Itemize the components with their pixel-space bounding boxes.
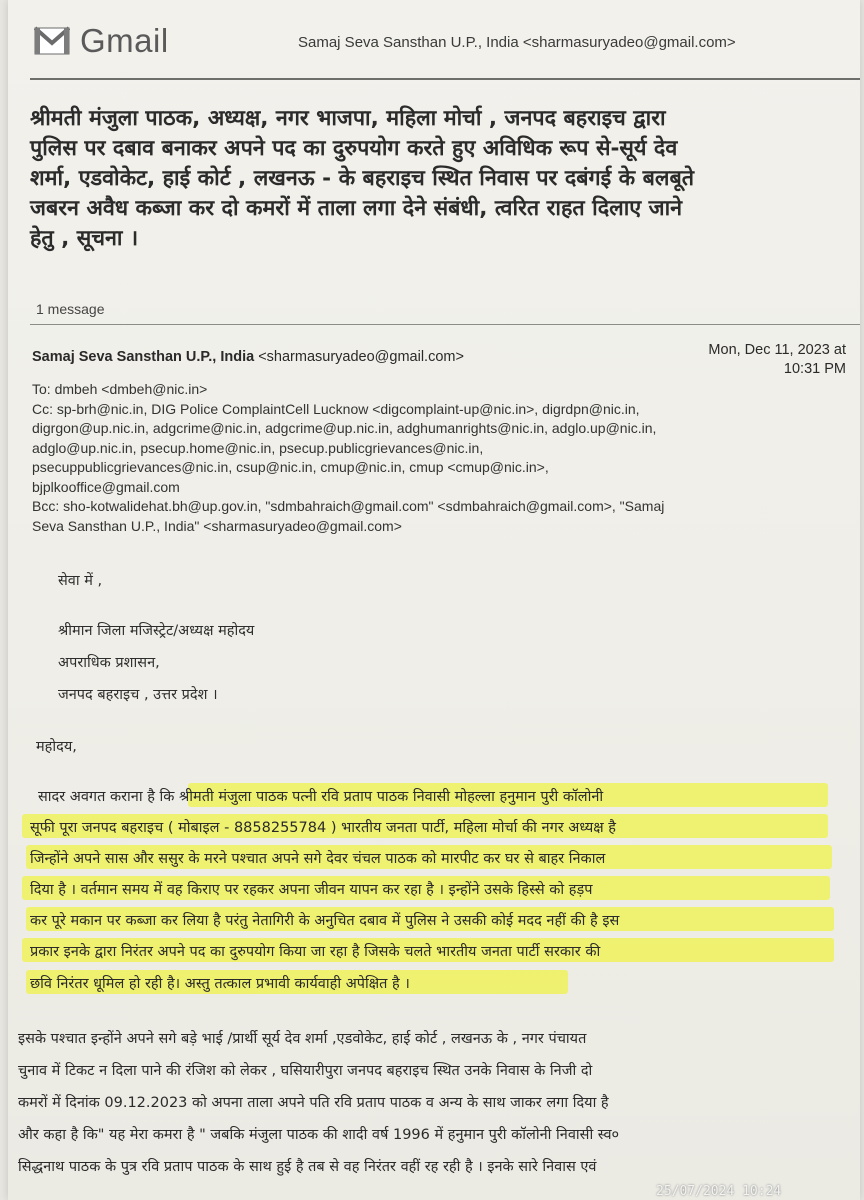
address-line: श्रीमान जिला मजिस्ट्रेट/अध्यक्ष महोदय (58, 623, 255, 639)
paragraph1-line: कर पूरे मकान पर कब्जा कर लिया है परंतु नेतागिरी के अनुचित दबाव में पुलिस ने उसकी कोई मदद नहीं की है इस (30, 913, 620, 929)
subject-divider (30, 324, 860, 325)
paragraph1-line: सादर अवगत कराना है कि श्रीमती मंजुला पाठक पत्नी रवि प्रताप पाठक निवासी मोहल्ला हनुमान पुरी कॉलोनी (38, 789, 604, 805)
salutation: सेवा में , (58, 573, 103, 589)
cc-line: psecuppublicgrievances@nic.in, csup@nic.in, cmup@nic.in, cmup <cmup@nic.in>, (32, 459, 549, 475)
header-divider (30, 78, 860, 80)
subject-line: श्रीमती मंजुला पाठक, अध्यक्ष, नगर भाजपा, महिला मोर्चा , जनपद बहराइच द्वारा (30, 106, 666, 131)
gmail-brand-text: Gmail (80, 22, 169, 59)
sender-line (32, 349, 464, 365)
subject-line: हेतु , सूचना । (30, 226, 139, 251)
cc-line: bjplkooffice@gmail.com (32, 478, 180, 495)
address-line: अपराधिक प्रशासन, (58, 655, 160, 671)
photo-timestamp: 25/07/2024 10:24 (656, 1184, 782, 1199)
cc-line: digrgon@up.nic.in, adgcrime@nic.in, adgcrime@up.nic.in, adghumanrights@nic.in, adglo.up@nic.in, (32, 420, 657, 436)
paragraph2-line: इसके पश्चात इन्होंने अपने सगे बड़े भाई /प्रार्थी सूर्य देव शर्मा ,एडवोकेट, हाई कोर्ट , लखनऊ के , नगर पंचायत (18, 1031, 587, 1047)
paragraph1-line: दिया है । वर्तमान समय में वह किराए पर रहकर अपना जीवन यापन कर रहा है । इन्होंने उसके हिस्से को हड़प (30, 882, 593, 898)
sent-time-line: 10:31 PM (783, 361, 846, 377)
paragraph2-line: और कहा है कि" यह मेरा कमरा है " जबकि मंजुला पाठक की शादी वर्ष 1996 में हनुमान पुरी कॉलोनी निवासी स्व० (18, 1127, 620, 1143)
paragraph1-line: छवि निरंतर धूमिल हो रही है। अस्तु तत्काल प्रभावी कार्यवाही अपेक्षित है । (30, 976, 410, 992)
email-subject (30, 104, 850, 254)
sender-name: Samaj Seva Sansthan U.P., India (32, 349, 255, 365)
subject-line: पुलिस पर दबाव बनाकर अपने पद का दुरुपयोग करते हुए अविधिक रूप से-सूर्य देव (30, 136, 678, 161)
subject-line: शर्मा, एडवोकेट, हाई कोर्ट , लखनऊ - के बहराइच स्थित निवास पर दबंगई के बलबूते (30, 166, 695, 191)
paragraph2-line: कमरों में दिनांक 09.12.2023 को अपना ताला अपने पति रवि प्रताप पाठक व अन्य के साथ जाकर लगा दिया है (18, 1095, 609, 1111)
subject-line: जबरन अवैध कब्जा कर दो कमरों में ताला लगा देने संबंधी, त्वरित राहत दिलाए जाने (30, 196, 683, 221)
paragraph2-line: चुनाव में टिकट न दिला पाने की रंजिश को लेकर , घसियारीपुरा जनपद बहराइच स्थित उनके निवास के निजी दो (18, 1063, 593, 1079)
address-line: जनपद बहराइच , उत्तर प्रदेश । (58, 687, 218, 703)
paragraph2-line: सिद्धनाथ पाठक के पुत्र रवि प्रताप पाठक के साथ हुई है तब से वह निरंतर वहीं रह रही है । इनके सारे निवास एवं (18, 1159, 597, 1175)
to-line: To: dmbeh <dmbeh@nic.in> (32, 381, 208, 397)
paragraph1-line: जिन्होंने अपने सास और ससुर के मरने पश्चात अपने सगे देवर चंचल पाठक को मारपीट कर घर से बाहर निकाल (30, 851, 606, 867)
message-count: 1 message (36, 301, 105, 317)
greeting: महोदय, (36, 739, 77, 755)
cc-line: adglo@up.nic.in, psecup.home@nic.in, psecup.publicgrievances@nic.in, (32, 439, 484, 456)
cc-line: Cc: sp-brh@nic.in, DIG Police ComplaintCell Lucknow <digcomplaint-up@nic.in>, digrdpn@nic.in, (32, 400, 640, 417)
gmail-logo-icon (34, 26, 70, 56)
bcc-line: Bcc: sho-kotwalidehat.bh@up.gov.in, "sdmbahraich@gmail.com" <sdmbahraich@gmail.com>, "Samaj (32, 498, 665, 514)
paragraph1-line: प्रकार इनके द्वारा निरंतर अपने पद का दुरुपयोग किया जा रहा है जिसके चलते भारतीय जनता पार्टी सरकार की (30, 944, 601, 960)
print-header (8, 0, 860, 90)
recipients-block (32, 380, 862, 536)
bcc-line: Seva Sansthan U.P., India" <sharmasuryadeo@gmail.com> (32, 517, 402, 534)
printed-page (8, 0, 860, 1200)
sent-date (674, 341, 846, 379)
sent-date-line: Mon, Dec 11, 2023 at (708, 342, 846, 358)
paragraph1-line: सूफी पूरा जनपद बहराइच ( मोबाइल - 8858255784 ) भारतीय जनता पार्टी, महिला मोर्चा की नगर अध्यक्ष है (30, 820, 616, 836)
sender-email: <sharmasuryadeo@gmail.com> (258, 349, 464, 365)
account-label: Samaj Seva Sansthan U.P., India <sharmasuryadeo@gmail.com> (298, 34, 736, 51)
